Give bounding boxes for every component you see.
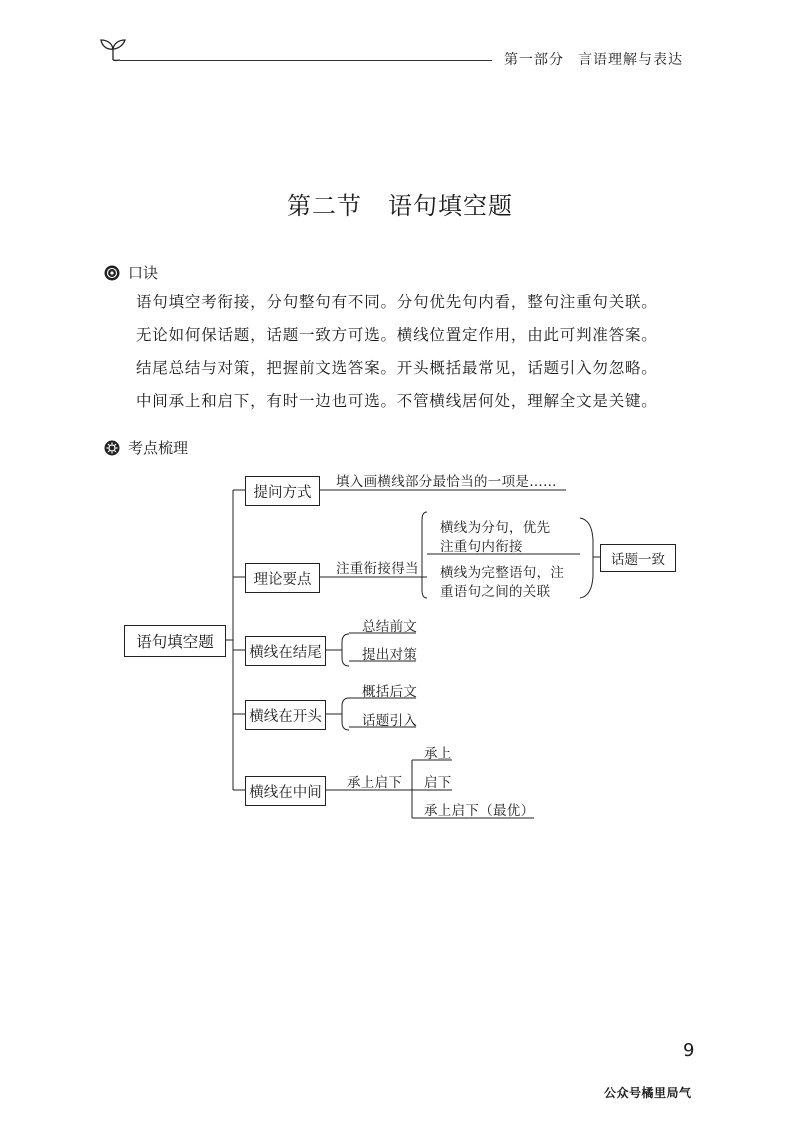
mnemonic-line: 结尾总结与对策，把握前文选答案。开头概括最常见，话题引入勿忽略。 [136, 359, 658, 377]
source-watermark: 公众号橘里局气 [604, 1086, 692, 1100]
page-number: 9 [683, 1040, 695, 1061]
branch-question-format: 提问方式 [245, 476, 320, 506]
middle-item: 承上启下（最优） [424, 803, 535, 819]
mnemonic-line: 语句填空考衔接，分句整句有不同。分句优先句内看，整句注重句关联。 [136, 293, 658, 311]
middle-item: 承上 [424, 746, 452, 762]
question-format-detail: 填入画横线部分最恰当的一项是…… [336, 474, 557, 490]
theory-item-line: 注重句内衔接 [440, 539, 523, 555]
theory-item-line: 横线为完整语句，注 [440, 565, 565, 581]
conclusion-topic-consistent: 话题一致 [600, 544, 676, 572]
branch-blank-at-start: 横线在开头 [245, 700, 326, 730]
start-item: 概括后文 [362, 684, 418, 700]
end-item: 总结前文 [362, 619, 418, 635]
branch-blank-at-end: 横线在结尾 [245, 636, 326, 666]
end-item: 提出对策 [362, 647, 418, 663]
mnemonic-heading-text: 口诀 [128, 264, 159, 282]
branch-theory-points: 理论要点 [245, 563, 320, 593]
start-item: 话题引入 [362, 713, 418, 729]
key-points-heading-text: 考点梳理 [128, 439, 189, 457]
section-number: 第二节 [287, 192, 362, 220]
header-part: 第一部分 [504, 52, 564, 68]
theory-item-line: 重语句之间的关联 [440, 584, 551, 600]
branch-blank-in-middle: 横线在中间 [245, 776, 326, 806]
theory-connector-label: 注重衔接得当 [336, 561, 419, 577]
mnemonic-line: 中间承上和启下，有时一边也可选。不管横线居何处，理解全文是关键。 [136, 392, 658, 410]
theory-item-line: 横线为分句，优先 [440, 520, 551, 536]
section-name: 语句填空题 [388, 192, 513, 220]
middle-connector-label: 承上启下 [347, 775, 403, 791]
mindmap-root: 语句填空题 [124, 625, 226, 657]
mnemonic-line: 无论如何保话题，话题一致方可选。横线位置定作用，由此可判准答案。 [136, 326, 658, 344]
middle-item: 启下 [424, 775, 452, 791]
header-subject: 言语理解与表达 [578, 52, 683, 68]
